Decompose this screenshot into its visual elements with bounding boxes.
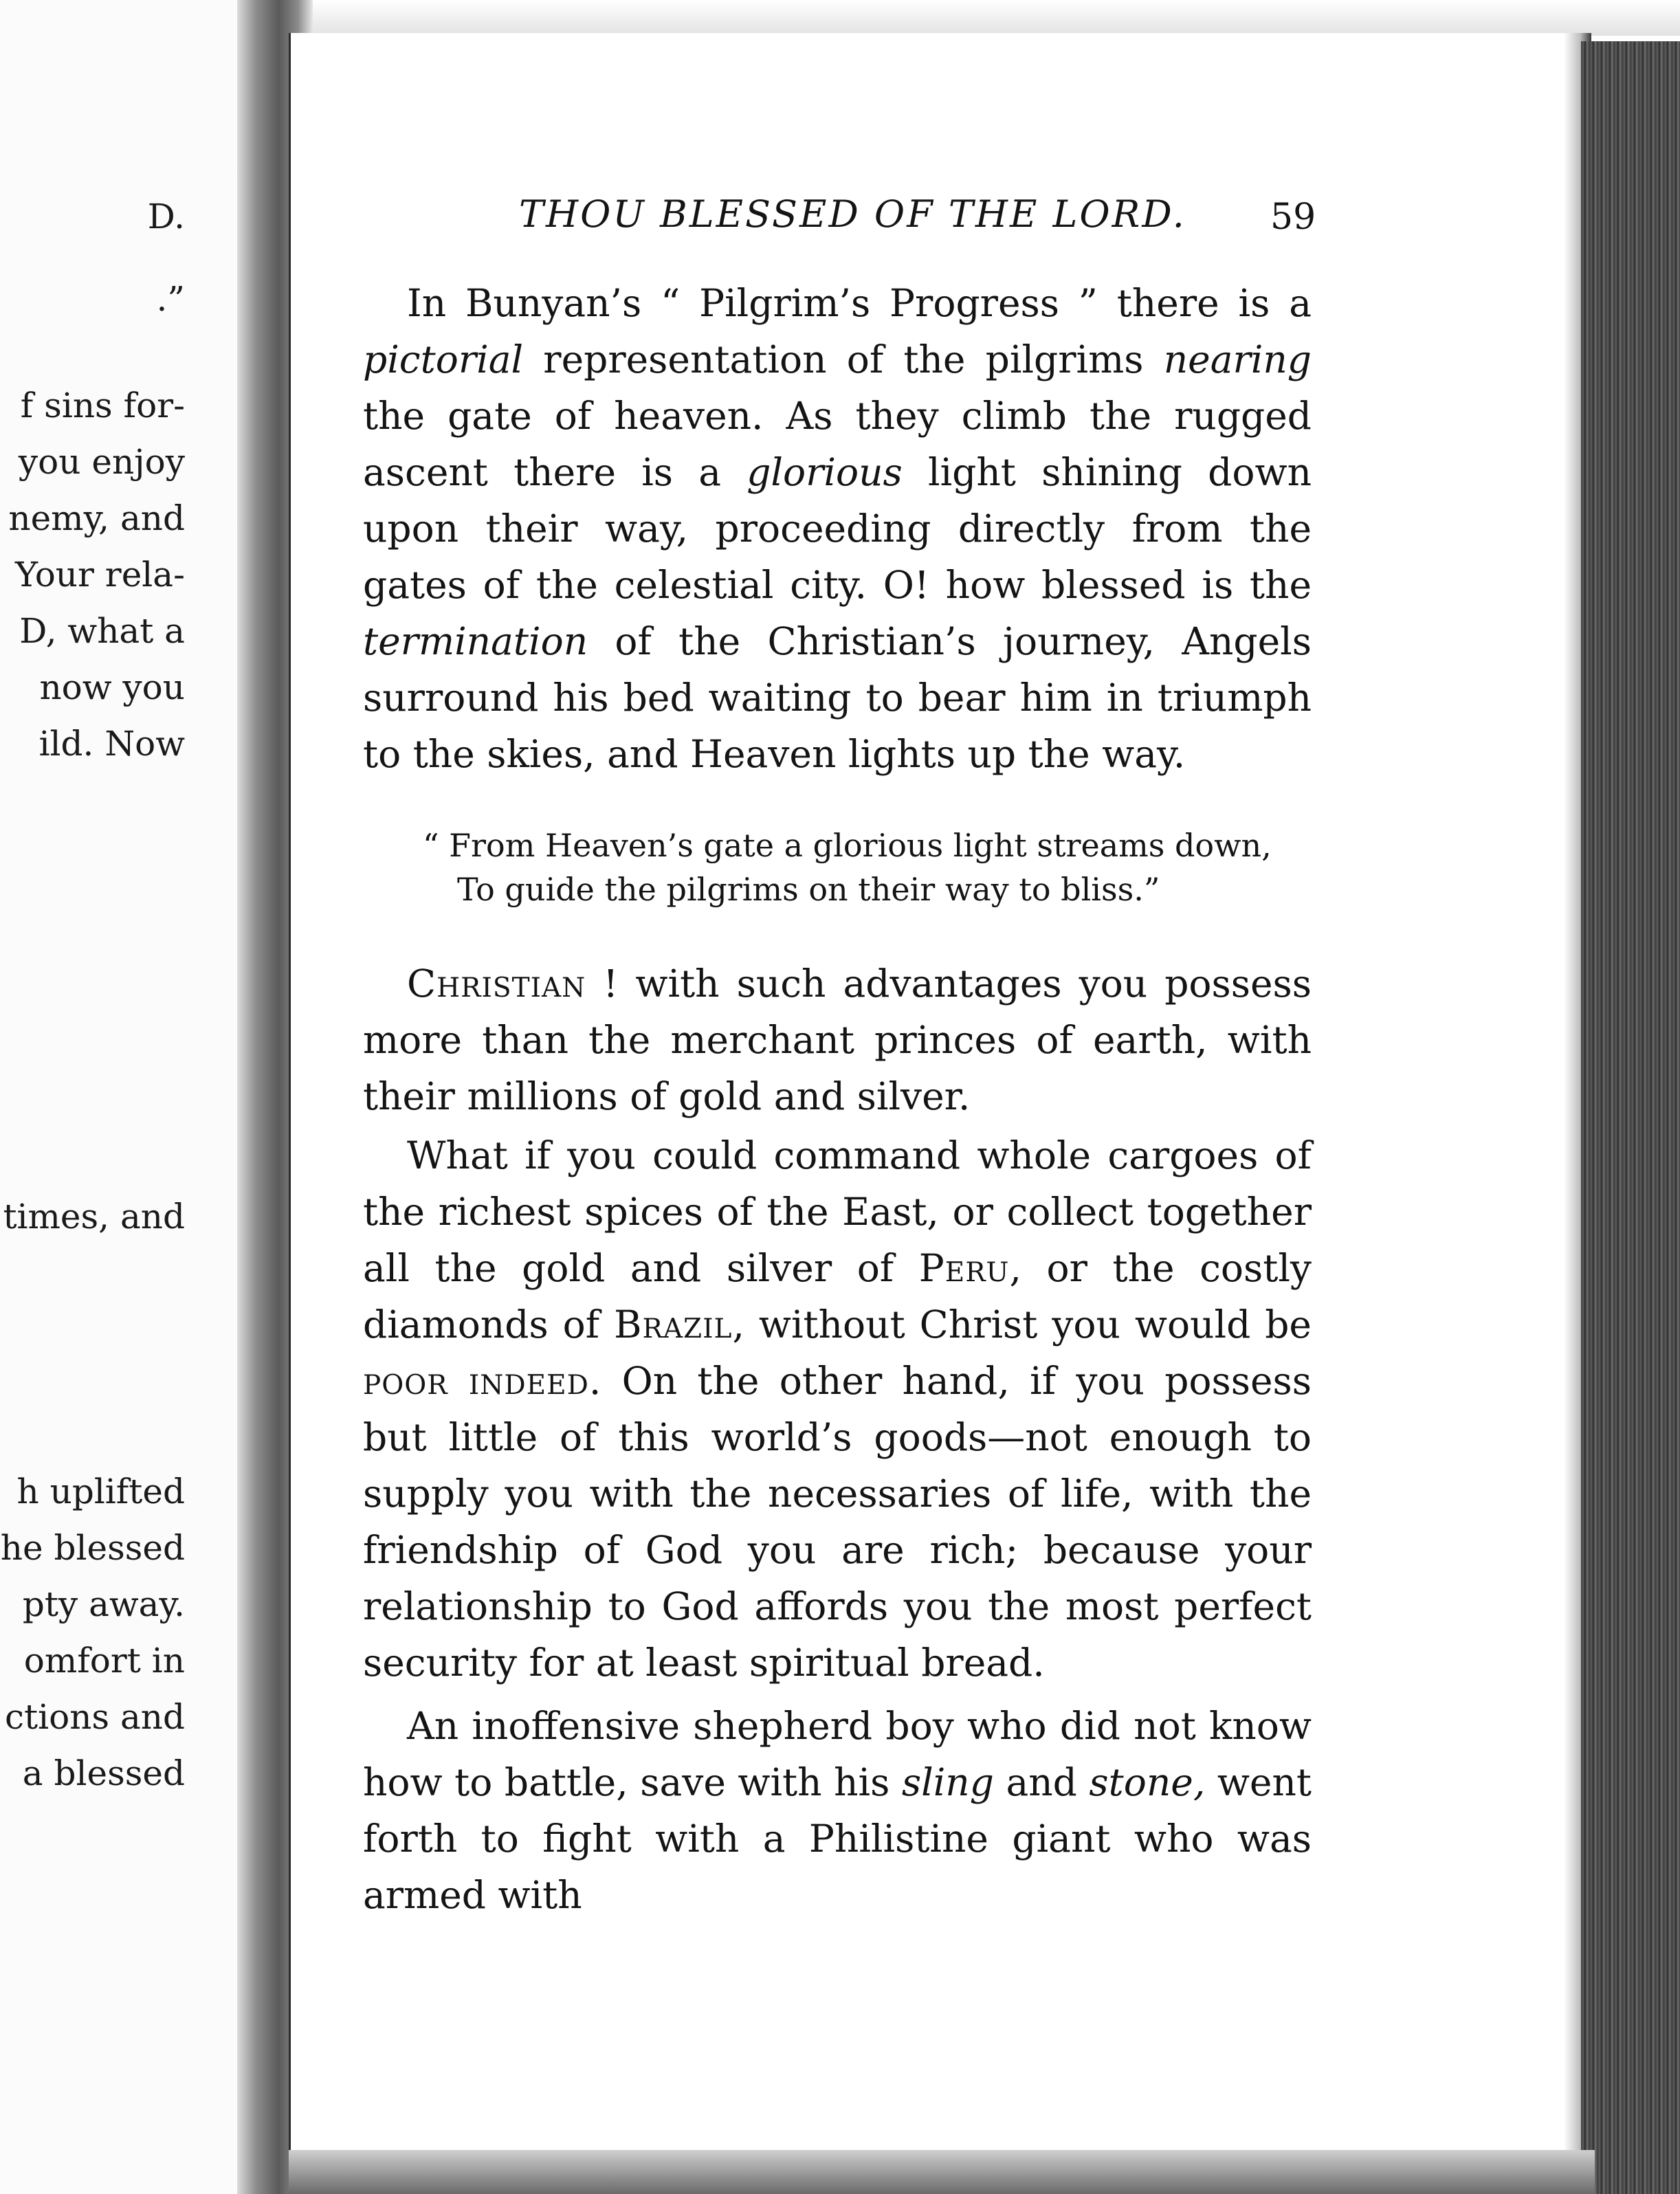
small-caps: Brazil [614, 1303, 733, 1347]
left-page-line: f sins for- [20, 386, 185, 425]
text-run: An inoffensive shepherd boy who did not know how to battle, save with his [363, 1704, 1312, 1804]
left-page-line: you enjoy [18, 442, 185, 482]
text-run: and [993, 1760, 1090, 1804]
small-caps: poor indeed. [363, 1359, 602, 1403]
left-page-line: a blessed [22, 1753, 185, 1793]
small-caps: Peru [918, 1246, 1010, 1290]
verse-line: “ From Heaven’s gate a glorious light streams down, [423, 827, 1272, 864]
emphasis: termination [363, 619, 588, 663]
left-page-line: now you [39, 667, 185, 707]
left-page [0, 0, 237, 2194]
text-run: of the Christian’s journey, Angels surround his bed waiting to bear him in triumph to the skies, and Heaven lights up the way. [363, 619, 1312, 776]
running-header: THOU BLESSED OF THE LORD. [519, 192, 1186, 236]
text-run: light shining down upon their way, proceeding directly from the gates of the celestial city. O! how blessed is the [363, 450, 1312, 607]
book-fore-edge [1581, 41, 1680, 2194]
emphasis: glorious [747, 450, 903, 494]
emphasis: stone, [1089, 1760, 1206, 1804]
top-shadow [313, 0, 1680, 36]
left-page-line: .” [156, 279, 185, 319]
emphasis: nearing [1163, 337, 1312, 381]
left-page-line: times, and [3, 1197, 185, 1237]
left-page-line: he blessed [0, 1528, 185, 1568]
left-page-line: D. [147, 197, 185, 236]
left-page-line: pty away. [22, 1584, 185, 1624]
text-run: representation of the pilgrims [523, 337, 1164, 381]
left-page-line: ild. Now [38, 724, 185, 764]
text-run: ! with such advantages you possess more than the merchant princes of earth, with their millions of gold and silver. [363, 962, 1312, 1118]
paragraph-christian [363, 955, 1312, 1124]
bottom-shadow [289, 2150, 1595, 2194]
verse-quotation [423, 823, 1316, 911]
emphasis: pictorial [363, 337, 524, 381]
text-run: , without Christ you would be [732, 1303, 1312, 1347]
text-run: the gate of heaven. As they climb the rugged ascent there is a [363, 394, 1312, 494]
text-run: On the other hand, if you possess but little of this world’s goods—not enough to supply you with the necessaries of life, with the friendship of God you are rich; because your relationship to God affords you the most perfect security for at least spiritual bread. [363, 1359, 1312, 1685]
left-page-line: Your rela- [15, 555, 185, 595]
text-run: , or the costly diamonds of [363, 1246, 1312, 1347]
left-page-line: h uplifted [16, 1472, 185, 1511]
text-run: What if you could command whole cargoes of the richest spices of the East, or collect together all the gold and silver of [363, 1133, 1312, 1290]
left-page-line: D, what a [19, 611, 185, 651]
text-run: In Bunyan’s “ Pilgrim’s Progress ” there is a [407, 281, 1312, 325]
paragraph-riches [363, 1127, 1312, 1691]
verse-line: To guide the pilgrims on their way to bliss.” [457, 871, 1160, 908]
emphasis: sling [901, 1760, 994, 1804]
left-page-line: nemy, and [8, 498, 185, 538]
text-run: went forth to fight with a Philistine giant who was armed with [363, 1760, 1312, 1917]
paragraph-shepherd [363, 1698, 1312, 1923]
page-number: 59 [1270, 197, 1316, 238]
left-page-line: omfort in [23, 1641, 185, 1681]
left-page-line: ctions and [5, 1697, 185, 1737]
small-caps-lead: Christian [407, 962, 586, 1006]
paragraph-bunyan [363, 275, 1312, 782]
